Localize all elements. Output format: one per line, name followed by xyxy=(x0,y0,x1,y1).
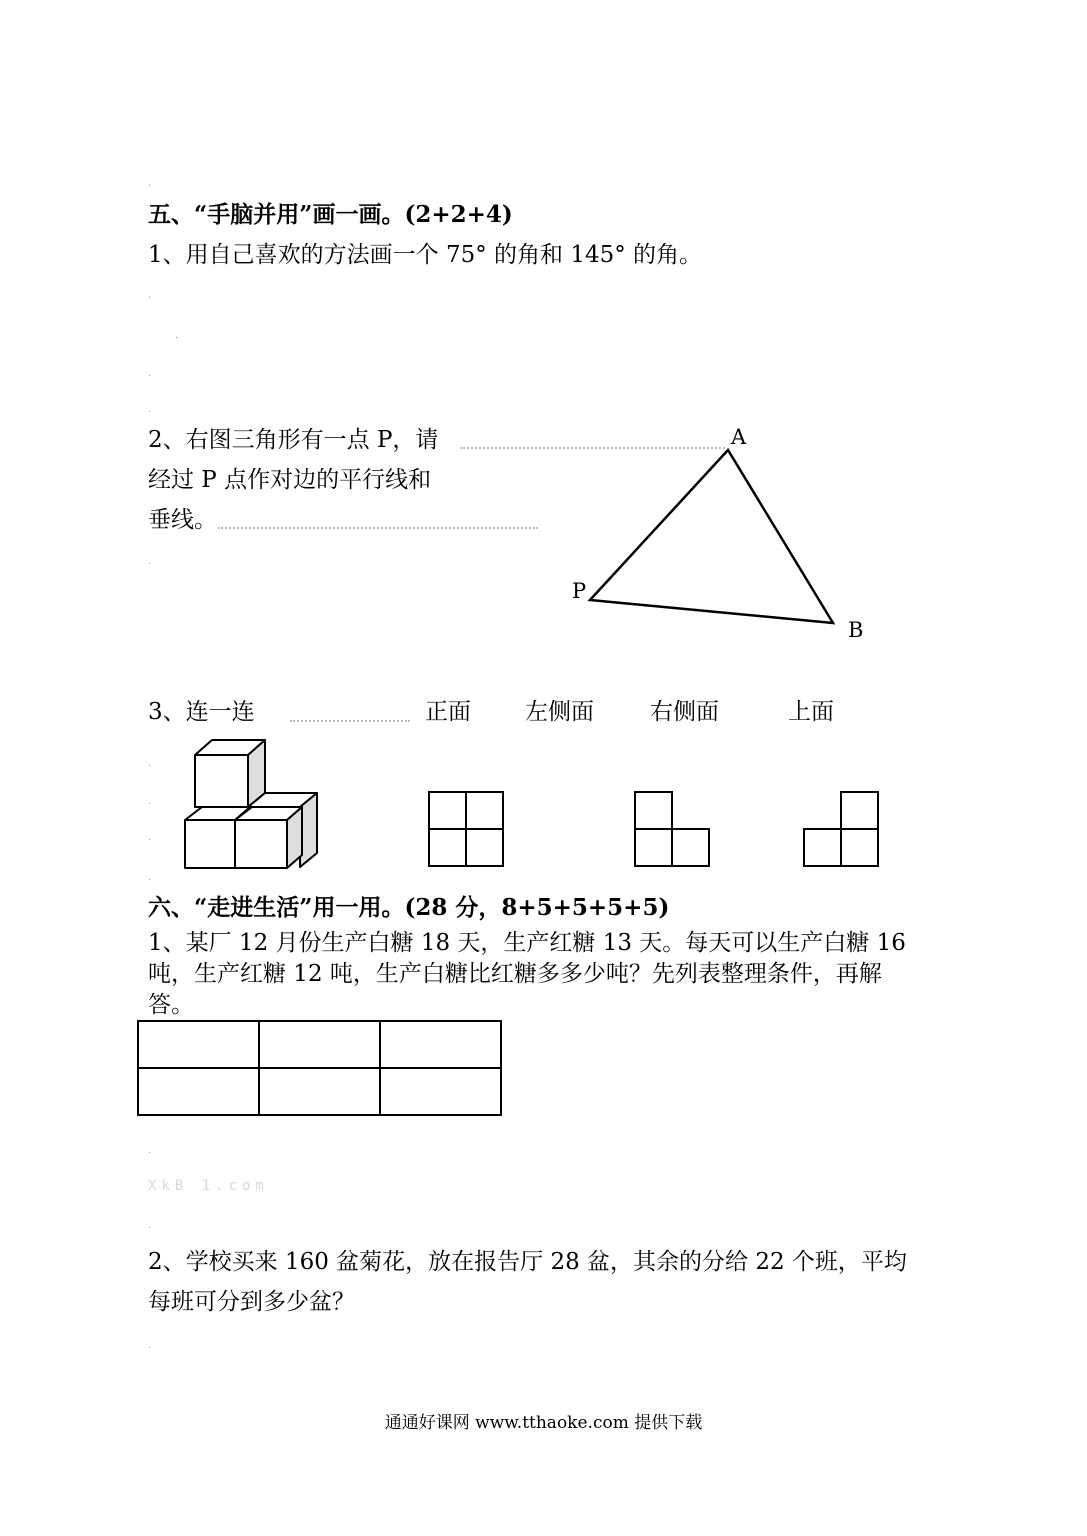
table-cell[interactable] xyxy=(380,1068,501,1115)
artifact-dot: . xyxy=(148,758,152,769)
artifact-dot: . xyxy=(175,330,179,341)
view-label-front: 正面 xyxy=(425,699,471,725)
view-shape-l-right xyxy=(802,790,882,870)
dotted-leader xyxy=(218,527,538,529)
artifact-dot: . xyxy=(148,1145,152,1156)
artifact-dot: . xyxy=(148,368,152,379)
watermark-text: XkB 1.com xyxy=(148,1178,269,1194)
artifact-dot: . xyxy=(148,404,152,415)
table-cell[interactable] xyxy=(380,1021,501,1068)
vertex-label-p: P xyxy=(572,579,587,603)
cube-stack-figure xyxy=(180,735,325,875)
artifact-dot: . xyxy=(148,1340,152,1351)
view-label-left: 左侧面 xyxy=(525,699,594,725)
triangle-shape xyxy=(590,450,833,623)
artifact-dot: . xyxy=(148,796,152,807)
view-label-top: 上面 xyxy=(788,699,834,725)
section6-question-2-line-1: 2、学校买来 160 盆菊花，放在报告厅 28 盆，其余的分给 22 个班，平均 xyxy=(148,1249,907,1275)
section5-title: 五、“手脑并用”画一画。(2+2+4) xyxy=(148,201,513,228)
artifact-dot: . xyxy=(148,832,152,843)
table-cell[interactable] xyxy=(138,1068,259,1115)
table-row xyxy=(138,1068,501,1115)
section6-question-1-line-2: 吨，生产红糖 12 吨，生产白糖比红糖多多少吨？先列表整理条件，再解 xyxy=(148,961,882,987)
artifact-dot: . xyxy=(148,556,152,567)
section6-title: 六、“走进生活”用一用。(28 分，8+5+5+5+5) xyxy=(148,894,670,921)
section6-question-1-line-3: 答。 xyxy=(148,992,194,1018)
section6-question-2-line-2: 每班可分到多少盆？ xyxy=(148,1289,355,1315)
artifact-dot: . xyxy=(148,290,152,301)
footer-text: 通通好课网 www.tthaoke.com 提供下载 xyxy=(384,1413,703,1433)
vertex-label-a: A xyxy=(731,425,747,449)
section5-question-2-line-3: 垂线。 xyxy=(148,507,217,533)
table-row xyxy=(138,1021,501,1068)
artifact-dot: . xyxy=(148,178,152,189)
table-cell[interactable] xyxy=(259,1021,380,1068)
view-label-right: 右侧面 xyxy=(650,699,719,725)
section6-question-1-line-1: 1、某厂 12 月份生产白糖 18 天，生产红糖 13 天。每天可以生产白糖 16 xyxy=(148,930,906,956)
section5-question-2-line-1: 2、右图三角形有一点 P，请 xyxy=(148,427,439,453)
table-cell[interactable] xyxy=(259,1068,380,1115)
dotted-leader xyxy=(290,720,410,722)
triangle-figure xyxy=(560,420,880,650)
view-shape-l-left xyxy=(633,790,713,870)
condition-table xyxy=(137,1020,502,1116)
section5-question-2-line-2: 经过 P 点作对边的平行线和 xyxy=(148,467,432,493)
table-cell[interactable] xyxy=(138,1021,259,1068)
section5-question-3-label: 3、连一连 xyxy=(148,699,255,725)
view-shape-square xyxy=(427,790,507,870)
artifact-dot: . xyxy=(148,1220,152,1231)
section5-question-1: 1、用自己喜欢的方法画一个 75° 的角和 145° 的角。 xyxy=(148,242,703,268)
vertex-label-b: B xyxy=(848,618,864,642)
artifact-dot: . xyxy=(148,872,152,883)
